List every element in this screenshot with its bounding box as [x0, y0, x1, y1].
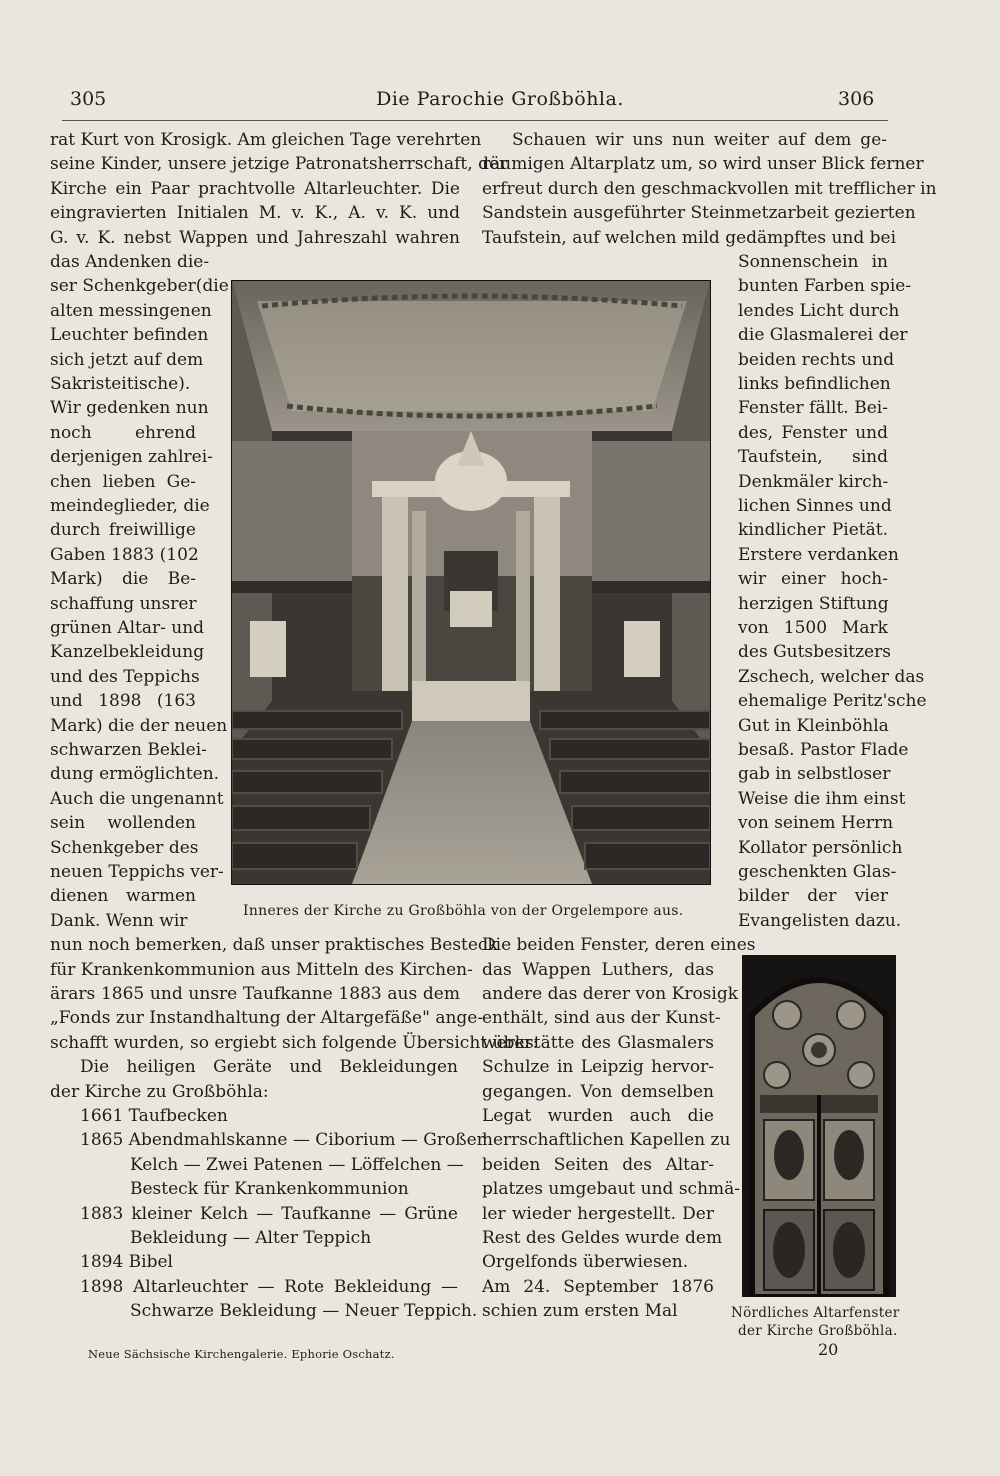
text-line: erfreut durch den geschmackvollen mit trefflicher in: [482, 178, 937, 199]
text-line: geschenkten Glas-: [738, 862, 897, 882]
text-line: besaß. Pastor Flade: [738, 740, 909, 760]
text-line: Wir gedenken nun: [50, 398, 209, 419]
text-line: beiden rechts und: [738, 349, 895, 370]
text-line: des Gutsbesitzers: [738, 642, 891, 663]
text-line: kindlicher Pietät.: [738, 520, 888, 541]
interior-photo-caption: Inneres der Kirche zu Großböhla von der Orgelempore aus.: [243, 903, 684, 919]
text-line: und des Teppichs: [50, 666, 200, 687]
text-line: Bekleidung — Alter Teppich: [130, 1228, 372, 1248]
text-line: schwarzen Beklei-: [50, 740, 207, 760]
text-line: das Wappen Luthers, das: [482, 959, 714, 980]
text-line: 1661 Taufbecken: [80, 1106, 228, 1126]
text-line: eingravierten Initialen M. v. K., A. v. K. und: [50, 203, 460, 224]
text-line: gab in selbstloser: [738, 764, 891, 785]
text-line: Gut in Kleinböhla: [738, 715, 889, 736]
text-line: ehemalige Peritz'sche: [738, 691, 927, 712]
text-line: lendes Licht durch: [738, 300, 900, 321]
text-line: ser Schenkgeber(die: [50, 276, 229, 297]
text-line: links befindlichen: [738, 374, 891, 394]
text-line: andere das derer von Krosigk: [482, 984, 739, 1004]
text-line: alten messingenen: [50, 300, 212, 321]
text-line: ärars 1865 und unsre Taufkanne 1883 aus dem: [50, 984, 460, 1004]
text-line: Mark) die der neuen: [50, 715, 228, 736]
text-line: seine Kinder, unsere jetzige Patronatsherrschaft, der: [50, 154, 508, 175]
text-line: Taufstein, auf welchen mild gedämpftes und bei: [482, 227, 897, 248]
text-line: Die beiden Fenster, deren eines: [482, 935, 756, 956]
text-line: beiden Seiten des Altar-: [482, 1154, 714, 1175]
signature-mark: 20: [818, 1340, 839, 1359]
text-line: Die heiligen Geräte und Bekleidungen: [80, 1057, 458, 1078]
text-line: der Kirche zu Großböhla:: [50, 1081, 269, 1102]
text-line: Fenster fällt. Bei-: [738, 398, 888, 419]
text-line: Auch die ungenannt: [50, 788, 224, 809]
text-line: von seinem Herrn: [738, 813, 894, 834]
text-line: Denkmäler kirch-: [738, 471, 889, 492]
text-line: derjenigen zahlrei-: [50, 447, 213, 468]
text-line: Kanzelbekleidung: [50, 642, 205, 663]
text-line: schafft wurden, so ergiebt sich folgende Übersicht über:: [50, 1032, 539, 1053]
text-line: herrschaftlichen Kapellen zu: [482, 1130, 731, 1151]
text-line: Orgelfonds überwiesen.: [482, 1252, 689, 1273]
text-line: bunten Farben spie-: [738, 276, 912, 297]
page-number-right: 306: [838, 88, 875, 110]
text-line: sich jetzt auf dem: [50, 349, 204, 370]
text-line: platzes umgebaut und schmä-: [482, 1179, 741, 1200]
text-line: für Krankenkommunion aus Mitteln des Kirchen-: [50, 959, 473, 980]
text-line: 1883 kleiner Kelch — Taufkanne — Grüne: [80, 1203, 458, 1224]
church-interior-photo: [231, 280, 711, 885]
text-line: Schenkgeber des: [50, 837, 199, 858]
text-line: durch freiwillige: [50, 520, 196, 541]
text-line: 1894 Bibel: [80, 1252, 173, 1273]
text-line: G. v. K. nebst Wappen und Jahreszahl wahren: [50, 227, 460, 248]
text-line: nun noch bemerken, daß unser praktisches Besteck: [50, 935, 498, 956]
text-line: des, Fenster und: [738, 422, 888, 443]
text-line: Zschech, welcher das: [738, 666, 925, 687]
text-line: werkstätte des Glasmalers: [482, 1032, 714, 1053]
page-number-left: 305: [70, 88, 107, 110]
text-line: räumigen Altarplatz um, so wird unser Blick ferner: [482, 154, 924, 175]
footer-imprint: Neue Sächsische Kirchengalerie. Ephorie Oschatz.: [88, 1347, 395, 1361]
text-line: Schwarze Bekleidung — Neuer Teppich.: [130, 1301, 478, 1322]
text-line: Kollator persönlich: [738, 837, 903, 858]
text-line: herzigen Stiftung: [738, 593, 889, 614]
text-line: Am 24. September 1876: [482, 1276, 714, 1297]
text-line: Sakristeitische).: [50, 374, 191, 394]
running-title: Die Parochie Großböhla.: [376, 88, 624, 110]
text-line: dung ermöglichten.: [50, 764, 220, 785]
text-line: Leuchter befinden: [50, 325, 209, 346]
text-line: Weise die ihm einst: [738, 788, 906, 809]
text-line: das Andenken die-: [50, 252, 210, 272]
text-line: meindeglieder, die: [50, 496, 210, 516]
text-line: grünen Altar- und: [50, 618, 205, 638]
text-line: Erstere verdanken: [738, 544, 899, 565]
text-line: schien zum ersten Mal: [482, 1301, 678, 1322]
text-line: Besteck für Krankenkommunion: [130, 1179, 409, 1200]
text-line: gegangen. Von demselben: [482, 1081, 714, 1102]
header-rule: [62, 120, 888, 121]
text-line: enthält, sind aus der Kunst-: [482, 1008, 721, 1029]
text-line: Sandstein ausgeführter Steinmetzarbeit gezierten: [482, 203, 916, 224]
text-line: Dank. Wenn wir: [50, 910, 188, 931]
text-line: Rest des Geldes wurde dem: [482, 1228, 723, 1248]
text-line: rat Kurt von Krosigk. Am gleichen Tage verehrten: [50, 130, 482, 150]
text-line: ler wieder hergestellt. Der: [482, 1203, 714, 1224]
window-caption-line-2: der Kirche Großböhla.: [738, 1323, 898, 1339]
text-line: und 1898 (163: [50, 691, 196, 712]
text-line: chen lieben Ge-: [50, 471, 196, 492]
text-line: bilder der vier: [738, 886, 888, 907]
text-line: neuen Teppichs ver-: [50, 862, 224, 882]
text-line: Schulze in Leipzig hervor-: [482, 1057, 714, 1078]
text-line: Kelch — Zwei Patenen — Löffelchen —: [130, 1154, 464, 1175]
text-line: Kirche ein Paar prachtvolle Altarleuchter. Die: [50, 178, 460, 199]
text-line: „Fonds zur Instandhaltung der Altargefäße" ange-: [50, 1008, 484, 1029]
text-line: von 1500 Mark: [738, 618, 888, 638]
text-line: Schauen wir uns nun weiter auf dem ge-: [512, 130, 887, 150]
text-line: Sonnenschein in: [738, 252, 888, 272]
stained-glass-window-image: [742, 955, 896, 1297]
text-line: Legat wurden auch die: [482, 1106, 714, 1126]
text-line: 1865 Abendmahlskanne — Ciborium — Großer: [80, 1130, 485, 1151]
text-line: wir einer hoch-: [738, 569, 888, 590]
text-line: die Glasmalerei der: [738, 325, 908, 346]
text-line: sein wollenden: [50, 813, 196, 834]
text-line: dienen warmen: [50, 886, 196, 907]
text-line: schaffung unsrer: [50, 593, 197, 614]
window-caption-line-1: Nördliches Altarfenster: [731, 1305, 900, 1321]
text-line: 1898 Altarleuchter — Rote Bekleidung —: [80, 1276, 458, 1297]
text-line: lichen Sinnes und: [738, 496, 892, 516]
text-line: noch ehrend: [50, 422, 196, 443]
text-line: Mark) die Be-: [50, 569, 196, 590]
text-line: Evangelisten dazu.: [738, 910, 902, 931]
text-line: Taufstein, sind: [738, 447, 888, 468]
text-line: Gaben 1883 (102: [50, 544, 199, 565]
